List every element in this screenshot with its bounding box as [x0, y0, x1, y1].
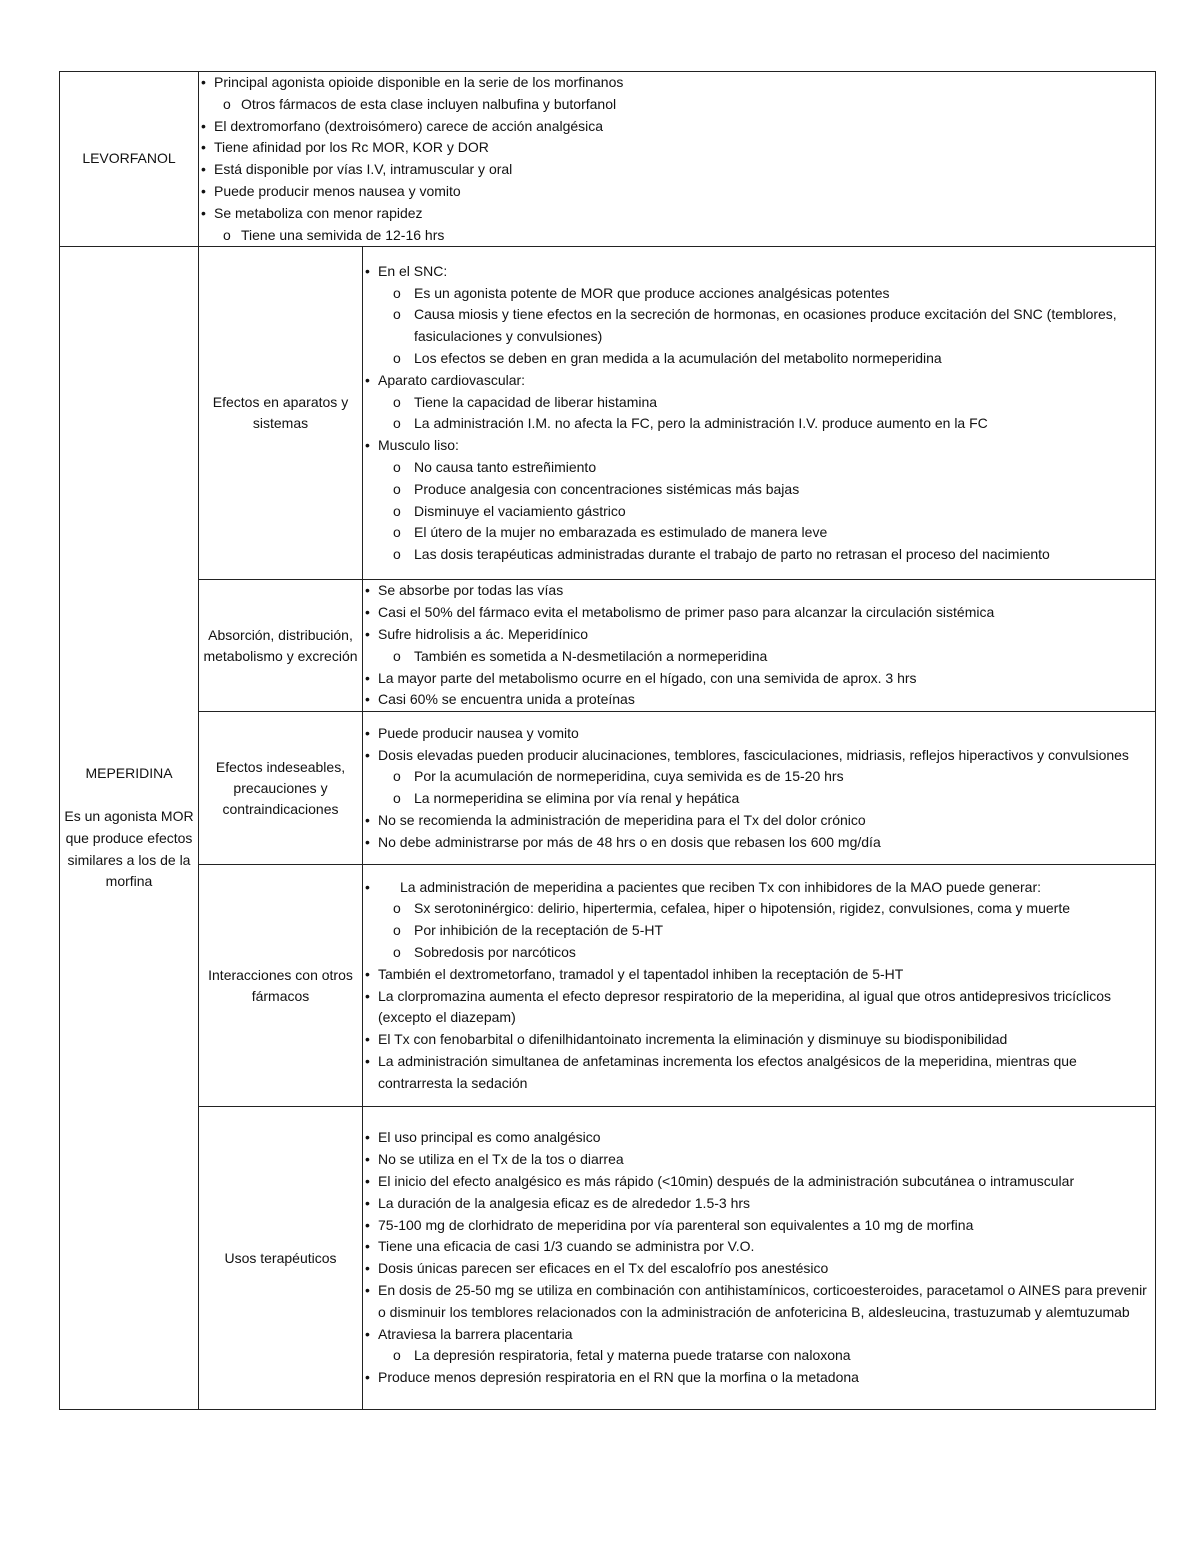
sub-list-item: o Otros fármacos de esta clase incluyen nalbufina y butorfanol: [214, 94, 1155, 116]
list-item-text: Aparato cardiovascular:: [378, 371, 526, 388]
sub-list-item: o Las dosis terapéuticas administradas durante el trabajo de parto no retrasan el proceso del nacimiento: [378, 544, 1155, 566]
meperidina-row-efectos: [60, 247, 1156, 580]
sub-list-item: o Sx serotoninérgico: delirio, hipertermia, cefalea, hiper o hipotensión, rigidez, convulsiones, coma y muerte: [378, 898, 1155, 920]
list-item: [199, 181, 1155, 203]
list-item: [363, 1236, 1155, 1258]
indeseables-list: [363, 723, 1155, 854]
list-item: [363, 580, 1155, 602]
section-content-interacciones: [363, 865, 1156, 1107]
list-item: [363, 624, 1155, 668]
list-item-text: La clorpromazina aumenta el efecto depresor respiratorio de la meperidina, al igual que otros antidepresivos tricíclicos (excepto el diazepam): [378, 987, 1112, 1026]
sub-list-item: o Tiene la capacidad de liberar histamina: [378, 392, 1155, 414]
list-item: [363, 435, 1155, 566]
levorfanol-list: [199, 72, 1155, 246]
list-item-text: Tiene una eficacia de casi 1/3 cuando se administra por V.O.: [378, 1238, 755, 1255]
usos-list: [363, 1127, 1155, 1389]
sub-list: [378, 1345, 1155, 1367]
sub-list-item: o No causa tanto estreñimiento: [378, 457, 1155, 479]
list-item-text: La duración de la analgesia eficaz es de alrededor 1.5-3 hrs: [378, 1194, 751, 1211]
list-item: [363, 1367, 1155, 1389]
list-item-text: Se absorbe por todas las vías: [378, 582, 564, 599]
section-content-usos: [363, 1107, 1156, 1410]
list-item-text: El uso principal es como analgésico: [378, 1129, 601, 1146]
section-content-indeseables: [363, 712, 1156, 865]
list-item: [363, 1215, 1155, 1237]
list-item: [363, 1051, 1155, 1095]
sub-list-item: o Es un agonista potente de MOR que produce acciones analgésicas potentes: [378, 283, 1155, 305]
list-item: [363, 1258, 1155, 1280]
list-item-text: Se metaboliza con menor rapidez: [214, 204, 423, 221]
list-item: [363, 668, 1155, 690]
list-item: [363, 1324, 1155, 1368]
section-title-absorcion: Absorción, distribución, metabolismo y excreción: [199, 580, 363, 712]
sub-list: [378, 392, 1155, 436]
list-item-text: La administración de meperidina a pacientes que reciben Tx con inhibidores de la MAO puede generar:: [400, 878, 1042, 895]
sub-list-item: o También es sometida a N-desmetilación a normeperidina: [378, 646, 1155, 668]
list-item-text: El Tx con fenobarbital o difenilhidantoinato incrementa la eliminación y disminuye su biodisponibilidad: [378, 1031, 1008, 1048]
sub-list-item: o El útero de la mujer no embarazada es estimulado de manera leve: [378, 522, 1155, 544]
sub-list-item: o La normeperidina se elimina por vía renal y hepática: [378, 788, 1155, 810]
list-item-text: La mayor parte del metabolismo ocurre en el hígado, con una semivida de aprox. 3 hrs: [378, 669, 917, 686]
list-item-text: Sufre hidrolisis a ác. Meperidínico: [378, 625, 589, 642]
list-item-text: En el SNC:: [378, 262, 448, 279]
section-title-efectos: Efectos en aparatos y sistemas: [199, 247, 363, 580]
levorfanol-content: [199, 72, 1156, 247]
list-item: [363, 370, 1155, 435]
sub-list-item: o La depresión respiratoria, fetal y materna puede tratarse con naloxona: [378, 1345, 1155, 1367]
meperidina-row-indeseables: [60, 712, 1156, 865]
list-item-text: Dosis únicas parecen ser eficaces en el Tx del escalofrío pos anestésico: [378, 1260, 829, 1277]
list-item: [199, 72, 1155, 116]
list-item-text: No se utiliza en el Tx de la tos o diarrea: [378, 1151, 624, 1168]
section-content-efectos: [363, 247, 1156, 580]
sub-list-item: o Disminuye el vaciamiento gástrico: [378, 501, 1155, 523]
section-title-interacciones: Interacciones con otros fármacos: [199, 865, 363, 1107]
list-item: [199, 159, 1155, 181]
list-item-text: En dosis de 25-50 mg se utiliza en combinación con antihistamínicos, corticoesteroides, paracetamol o AINES para prevenir o disminuir los temblores relacionados con la administración de anfotericina B, aldesleucina, trastuzumab y alemtuzumab: [378, 1281, 1147, 1320]
list-item-text: Está disponible por vías I.V, intramuscular y oral: [214, 161, 513, 178]
list-item-text: Casi el 50% del fármaco evita el metabolismo de primer paso para alcanzar la circulación sistémica: [378, 604, 995, 621]
sub-list-item: o Sobredosis por narcóticos: [378, 942, 1155, 964]
list-item: [199, 203, 1155, 247]
list-item: [363, 1193, 1155, 1215]
list-item-text: Puede producir nausea y vomito: [378, 724, 579, 741]
meperidina-row-absorcion: [60, 580, 1156, 712]
list-item: [199, 137, 1155, 159]
list-item-text: Tiene afinidad por los Rc MOR, KOR y DOR: [214, 139, 489, 156]
list-item: [363, 689, 1155, 711]
section-content-absorcion: [363, 580, 1156, 712]
efectos-list: [363, 261, 1155, 566]
sub-list-item: o Tiene una semivida de 12-16 hrs: [214, 225, 1155, 247]
section-title-indeseables: Efectos indeseables, precauciones y contraindicaciones: [199, 712, 363, 865]
list-item-text: El dextromorfano (dextroisómero) carece de acción analgésica: [214, 117, 604, 134]
list-item: [199, 116, 1155, 138]
meperidina-row-usos: [60, 1107, 1156, 1410]
meperidina-row-interacciones: [60, 865, 1156, 1107]
interacciones-list: [363, 877, 1155, 1095]
list-item-text: Casi 60% se encuentra unida a proteínas: [378, 691, 635, 708]
list-item: [363, 1127, 1155, 1149]
sub-list: [378, 646, 1155, 668]
list-item-text: El inicio del efecto analgésico es más rápido (<10min) después de la administración subcutánea o intramuscular: [378, 1172, 1075, 1189]
meperidina-name: MEPERIDINA: [85, 765, 173, 782]
sub-list: [214, 225, 1155, 247]
meperidina-name-cell: [60, 247, 199, 1410]
list-item: [363, 1029, 1155, 1051]
sub-list: [378, 766, 1155, 810]
meperidina-description: Es un agonista MOR que produce efectos similares a los de la morfina: [64, 808, 194, 890]
list-item: [363, 1171, 1155, 1193]
sub-list: [378, 457, 1155, 566]
levorfanol-row: [60, 72, 1156, 247]
absorcion-list: [363, 580, 1155, 711]
list-item: [363, 1149, 1155, 1171]
list-item-text: 75-100 mg de clorhidrato de meperidina por vía parenteral son equivalentes a 10 mg de morfina: [378, 1216, 974, 1233]
list-item-text: Atraviesa la barrera placentaria: [378, 1325, 573, 1342]
list-item-text: Produce menos depresión respiratoria en el RN que la morfina o la metadona: [378, 1369, 859, 1386]
list-item-text: Puede producir menos nausea y vomito: [214, 182, 461, 199]
list-item-text: La administración simultanea de anfetaminas incrementa los efectos analgésicos de la meperidina, mientras que contrarresta la sedación: [378, 1053, 1077, 1091]
sub-list: [378, 283, 1155, 370]
list-item: [363, 261, 1155, 370]
list-item-text: Principal agonista opioide disponible en la serie de los morfinanos: [214, 74, 624, 90]
list-item: [363, 745, 1155, 810]
list-item-text: No se recomienda la administración de meperidina para el Tx del dolor crónico: [378, 811, 866, 828]
sub-list: [378, 898, 1155, 963]
list-item-text: No debe administrarse por más de 48 hrs o en dosis que rebasen los 600 mg/día: [378, 833, 881, 850]
levorfanol-name: LEVORFANOL: [60, 72, 199, 247]
list-item-text: También el dextrometorfano, tramadol y el tapentadol inhiben la receptación de 5-HT: [378, 965, 904, 982]
sub-list-item: o Por inhibición de la receptación de 5-HT: [378, 920, 1155, 942]
drug-table: [59, 71, 1156, 1410]
list-item: [363, 602, 1155, 624]
list-item: [363, 964, 1155, 986]
list-item: [363, 832, 1155, 854]
list-item: [363, 986, 1155, 1030]
sub-list-item: o La administración I.M. no afecta la FC, pero la administración I.V. produce aumento en la FC: [378, 413, 1155, 435]
list-item: [363, 810, 1155, 832]
list-item-text: Musculo liso:: [378, 437, 459, 454]
sub-list: [214, 94, 1155, 116]
section-title-usos: Usos terapéuticos: [199, 1107, 363, 1410]
list-item: [363, 1280, 1155, 1324]
sub-list-item: o Produce analgesia con concentraciones sistémicas más bajas: [378, 479, 1155, 501]
list-item: [363, 877, 1155, 964]
sub-list-item: o Los efectos se deben en gran medida a la acumulación del metabolito normeperidina: [378, 348, 1155, 370]
list-item: [363, 723, 1155, 745]
list-item-text: Dosis elevadas pueden producir alucinaciones, temblores, fasciculaciones, midriasis, reflejos hiperactivos y convulsiones: [378, 746, 1129, 763]
sub-list-item: o Causa miosis y tiene efectos en la secreción de hormonas, en ocasiones produce excitación del SNC (temblores, fasiculaciones y convulsiones): [378, 304, 1155, 348]
sub-list-item: o Por la acumulación de normeperidina, cuya semivida es de 15-20 hrs: [378, 766, 1155, 788]
